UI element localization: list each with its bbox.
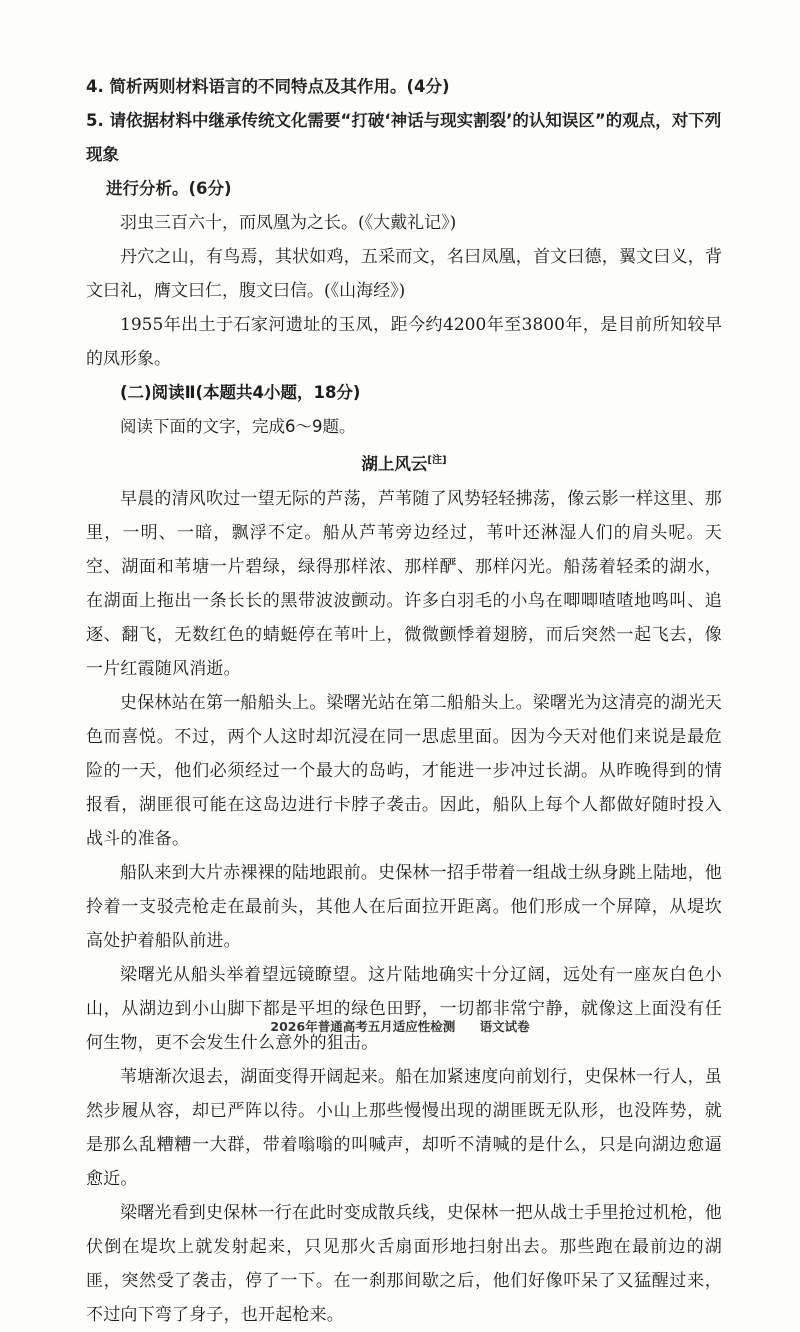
article-paragraph: 早晨的清风吹过一望无际的芦荡，芦苇随了风势轻轻拂荡，像云影一样这里、那里，一明、一暗，飘浮不定。船从芦苇旁边经过，苇叶还淋湿人们的肩头呢。天空、湖面和苇塘一片碧绿，绿得那样浓、那样酽、那样闪光。船荡着轻柔的湖水，在湖面上拖出一条长长的黑带波波颤动。许多白羽毛的小鸟在唧唧喳喳地鸣叫、追逐、翻飞，无数红色的蜻蜓停在苇叶上，微微颤悸着翅膀，而后突然一起飞去，像一片红霞随风消逝。: [86, 488, 722, 679]
article-title: [86, 444, 722, 482]
article-title-text: 湖上风云: [361, 454, 428, 474]
footer-exam-name: 2026年普通高考五月适应性检测: [270, 1019, 456, 1034]
article-paragraph: 梁曙光从船头举着望远镜瞭望。这片陆地确实十分辽阔，远处有一座灰白色小山，从湖边到小山脚下都是平坦的绿色田野，一切都非常宁静，就像这上面没有任何生物，更不会发生什么意外的狙击。: [86, 964, 722, 1053]
citation-shan-hai-jing: 丹穴之山，有鸟焉，其状如鸡，五采而文，名曰凤凰，首文曰德，翼文曰义，背文曰礼，膺文曰仁，腹文曰信。(《山海经》): [86, 247, 722, 301]
title-note-mark: [注]: [427, 455, 447, 466]
section-heading: (二)阅读Ⅱ(本题共4小题，18分): [120, 383, 361, 402]
question-5: 5. 请依据材料中继承传统文化需要“打破‘神话与现实割裂’的认知误区”的观点，对下列现象: [86, 111, 722, 164]
footer-subject: 语文试卷: [479, 1019, 530, 1034]
citation-da-dai-li-ji: 羽虫三百六十，而凤凰为之长。(《大戴礼记》): [120, 213, 457, 233]
article-paragraph: 史保林站在第一船船头上。梁曙光站在第二船船头上。梁曙光为这清亮的湖光天色而喜悦。不过，两个人这时却沉浸在同一思虑里面。因为今天对他们来说是最危险的一天，他们必须经过一个最大的岛屿，才能进一步冲过长湖。从昨晚得到的情报看，湖匪很可能在这岛边进行卡脖子袭击。因此，船队上每个人都做好随时投入战斗的准备。: [86, 692, 722, 849]
article-paragraph: 梁曙光看到史保林一行在此时变成散兵线，史保林一把从战士手里抢过机枪，他伏倒在堤坎上就发射起来，只见那火舌扇面形地扫射出去。那些跑在最前边的湖匪，突然受了袭击，停了一下。在一刹那间歇之后，他们好像吓呆了又猛醒过来，不过向下弯了身子，也开起枪来。: [86, 1202, 722, 1325]
article-paragraph: 苇塘渐次退去，湖面变得开阔起来。船在加紧速度向前划行，史保林一行人，虽然步履从容，却已严阵以待。小山上那些慢慢出现的湖匪既无队形，也没阵势，就是那么乱糟糟一大群，带着嗡嗡的叫喊声，却听不清喊的是什么，只是向湖边愈逼愈近。: [86, 1066, 722, 1189]
citation-jade-phoenix: 1955年出土于石家河遗址的玉凤，距今约4200年至3800年，是目前所知较早的凤形象。: [86, 315, 722, 369]
section-instruction: 阅读下面的文字，完成6～9题。: [120, 417, 356, 436]
article-paragraph: 船队来到大片赤裸裸的陆地跟前。史保林一招手带着一组战士纵身跳上陆地，他拎着一支驳壳枪走在最前头，其他人在后面拉开距离。他们形成一个屏障，从堤坎高处护着船队前进。: [86, 862, 722, 951]
page-footer: [0, 1017, 800, 1035]
question-4: 4. 简析两则材料语言的不同特点及其作用。(4分): [86, 77, 450, 96]
question-5-continued: 进行分析。(6分): [106, 179, 232, 198]
